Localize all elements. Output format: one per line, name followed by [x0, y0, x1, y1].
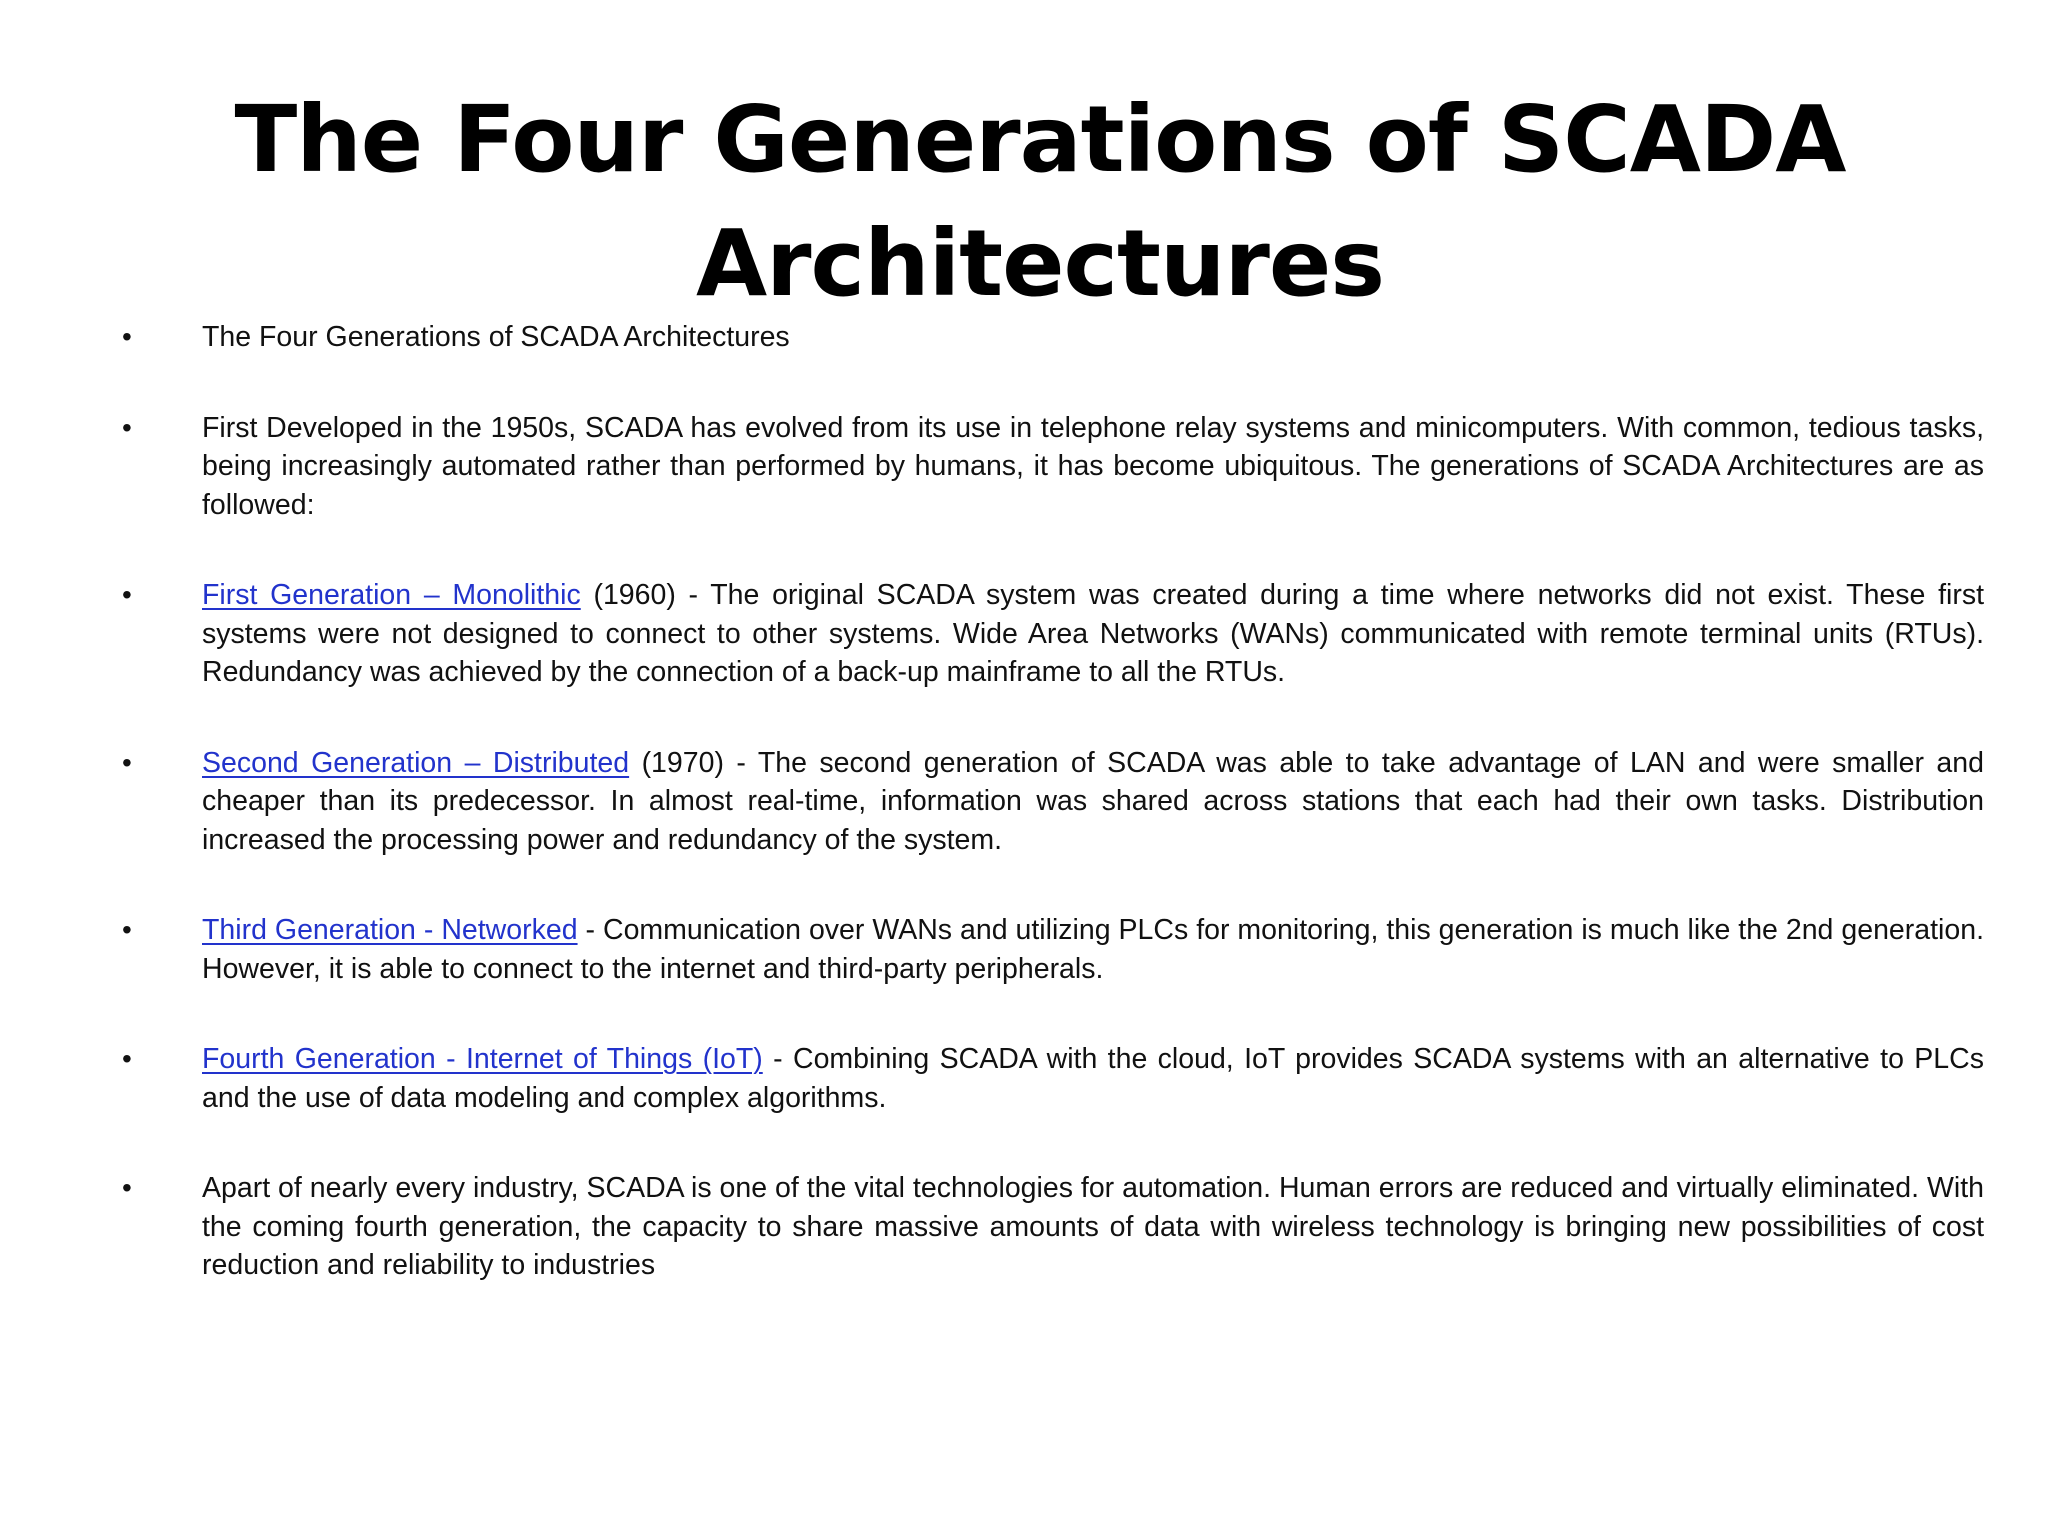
bullet-item-first-generation [0, 576, 1984, 692]
bullet-icon: • [122, 411, 132, 443]
intro-heading-text: The Four Generations of SCADA Architectures [202, 321, 790, 353]
first-generation-link[interactable]: First Generation – Monolithic [202, 579, 581, 611]
bullet-icon: • [122, 579, 132, 610]
bullet-icon: • [122, 1043, 132, 1074]
slide-title: The Four Generations of SCADA Architectures [234, 86, 1846, 317]
bullet-item-conclusion [0, 1169, 1984, 1285]
fourth-generation-description: - Combining SCADA with the cloud, IoT provides SCADA systems with an alternative to PLCs and the use of data modeling and complex algorithms. [202, 1043, 1984, 1114]
bullet-icon: • [122, 746, 132, 778]
bullet-item-fourth-generation [0, 1040, 1984, 1117]
bullet-item-intro-heading [0, 318, 1984, 357]
bullet-list [0, 318, 2048, 1337]
third-generation-link[interactable]: Third Generation - Networked [202, 914, 578, 946]
third-generation-description: - Communication over WANs and utilizing PLCs for monitoring, this generation is much like the 2nd generation. However, it is able to connect to the internet and third-party peripherals. [202, 914, 1984, 985]
bullet-icon: • [122, 1172, 132, 1203]
fourth-generation-link[interactable]: Fourth Generation - Internet of Things (IoT) [202, 1043, 763, 1075]
intro-paragraph-text: First Developed in the 1950s, SCADA has evolved from its use in telephone relay systems and minicomputers. With common, tedious tasks, being increasingly automated rather than performed by humans, it has become ubiquitous. The generations of SCADA Architectures are as followed: [202, 411, 1984, 521]
bullet-item-intro-paragraph [0, 409, 1984, 525]
conclusion-text: Apart of nearly every industry, SCADA is one of the vital technologies for automation. Human errors are reduced and virtually eliminated. With the coming fourth generation, the capacity to share massive amounts of data with wireless technology is bringing new possibilities of cost reduction and reliability to industries [202, 1172, 1984, 1281]
bullet-icon: • [122, 321, 132, 352]
first-generation-description: (1960) - The original SCADA system was created during a time where networks did not exist. These first systems were not designed to connect to other systems. Wide Area Networks (WANs) communicated with remote terminal units (RTUs). Redundancy was achieved by the connection of a back-up mainframe to all the RTUs. [202, 579, 1985, 688]
bullet-item-third-generation [0, 911, 1984, 988]
bullet-icon: • [122, 914, 132, 945]
bullet-item-second-generation [0, 744, 1984, 860]
second-generation-link[interactable]: Second Generation – Distributed [202, 746, 630, 779]
second-generation-description: (1970) - The second generation of SCADA was able to take advantage of LAN and were smaller and cheaper than its predecessor. In almost real-time, information was shared across stations that each had their own tasks. Distribution increased the processing power and redundancy of the system. [202, 746, 1984, 856]
